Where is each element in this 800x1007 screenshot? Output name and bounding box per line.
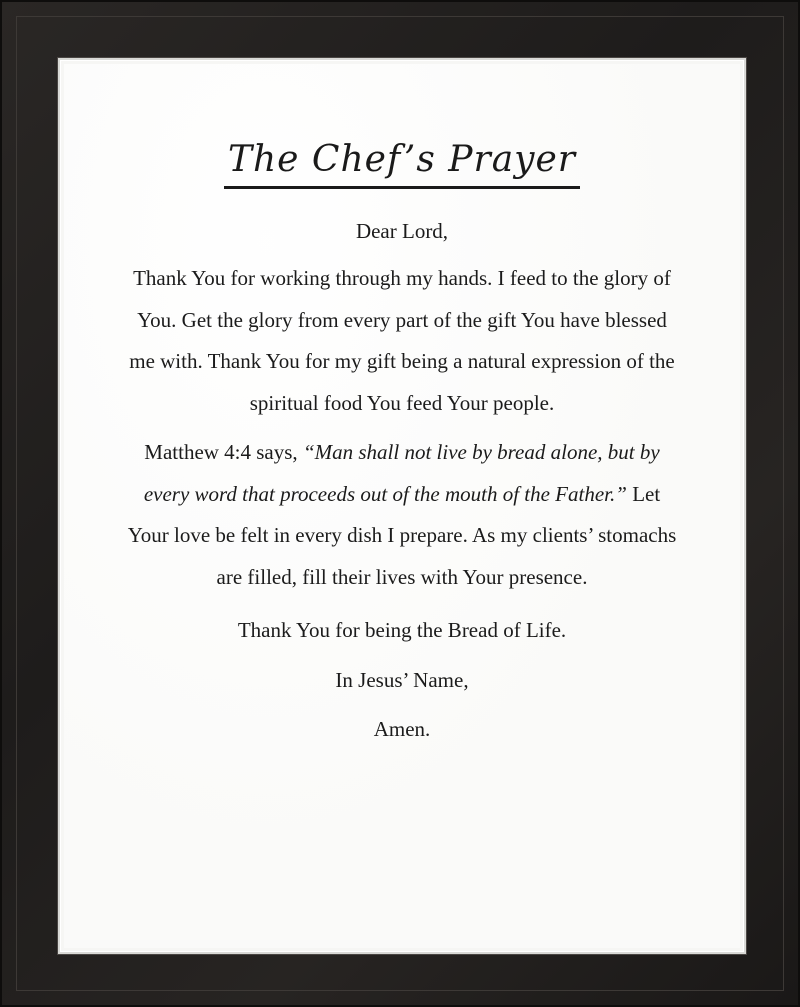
paragraph-scripture (124, 432, 680, 598)
title-container (64, 138, 740, 189)
greeting-line: Dear Lord, (355, 219, 449, 243)
prayer-page (64, 64, 740, 948)
scripture-intro: Matthew 4:4 says, (144, 440, 303, 464)
scripture-rest: Let Your love be felt in every dish I prepare. As my clients’ stomachs are filled, fill their lives with Your presence. (127, 481, 677, 589)
paragraph-gratitude: Thank You for working through my hands. I feed to the glory of You. Get the glory from every part of the gift You have blessed me with. Thank You for my gift being a natural expression of the spiritual food You feed Your people. (129, 266, 675, 415)
thanks-line: Thank You for being the Bread of Life. (237, 618, 567, 642)
closing-line: In Jesus’ Name, (335, 667, 469, 692)
mat-board (58, 58, 746, 954)
prayer-title: The Chef’s Prayer (224, 138, 580, 189)
amen-line: Amen. (373, 717, 431, 741)
scripture-quote: “Man shall not live by bread alone, but by every word that proceeds out of the mouth of the Father.” (143, 440, 660, 506)
prayer-body (124, 212, 680, 751)
